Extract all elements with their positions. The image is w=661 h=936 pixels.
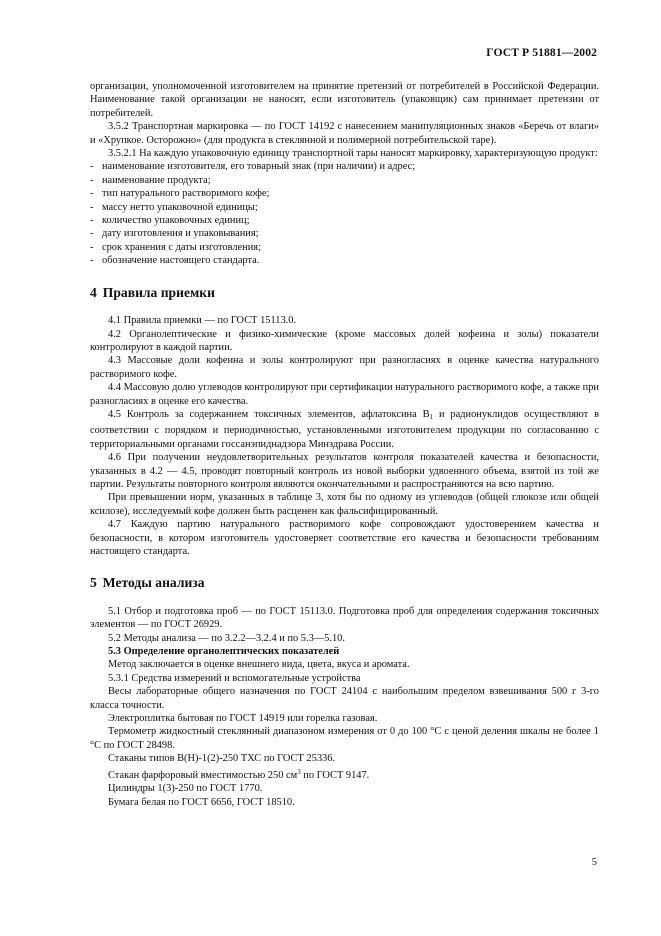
paragraph-thermometer: Термометр жидкостный стеклянный диапазоном измерения от 0 до 100 °С с ценой деления шкалы не более 1 °С по ГОСТ 28498. (90, 726, 599, 751)
section-5-heading (90, 576, 599, 589)
paragraph-paper: Бумага белая по ГОСТ 6656, ГОСТ 18510. (108, 796, 295, 808)
list-dash: - (90, 188, 94, 200)
list-item-text: наименование изготовителя, его товарный знак (при наличии) и адрес; (102, 161, 416, 173)
list-item-text: дату изготовления и упаковывания; (102, 228, 259, 240)
list-item (90, 174, 599, 187)
paragraph-5-2: 5.2 Методы анализа — по 3.2.2—3.2.4 и по 5.3—5.10. (108, 632, 345, 644)
list-item (90, 241, 599, 254)
list-dash: - (90, 215, 94, 227)
paragraph-4-5-end: и радионуклидов осуществляют в соответствии с порядком и периодичностью, установленными изготовителем продукции по согласованию с территориальными органами госсанэпиднадзора Минздрава России. (90, 408, 599, 450)
list-dash: - (90, 161, 94, 173)
list-item-text: количество упаковочных единиц; (102, 215, 250, 227)
list-item (90, 227, 599, 240)
paragraph-4-6: 4.6 При получении неудовлетворительных результатов контроля показателей качества и безопасности, указанных в 4.2 — 4.5, проводят повторный контроль из новой выборки удвоенного объема, взятой из той же партии. Результаты повторного контроля являются окончательными и распространяются на всю партию. (90, 452, 599, 490)
list-item-text: тип натурального растворимого кофе; (102, 188, 270, 200)
cm3-superscript: 3 (297, 767, 301, 776)
paragraph-5-3-text: Метод заключается в оценке внешнего вида, цвета, вкуса и аромата. (108, 659, 410, 671)
list-dash: - (90, 255, 94, 267)
list-dash: - (90, 228, 94, 240)
standard-header: ГОСТ Р 51881—2002 (486, 46, 597, 59)
paragraph-4-2: 4.2 Органолептические и физико-химические (кроме массовых долей кофеина и золы) показатели контролируют в каждой партии. (90, 328, 599, 353)
list-item (90, 160, 599, 173)
marking-list (90, 160, 599, 267)
page-content (90, 80, 599, 809)
paragraph-4-7: 4.7 Каждую партию натурального растворимого кофе сопровождают удостоверением качества и безопасности, в котором изготовитель удостоверяет соответствие его качества и безопасности требованиям настоящего стандарта. (90, 519, 599, 557)
paragraph-glasses: Стаканы типов В(Н)-1(2)-250 ТХС по ГОСТ 25336. (108, 753, 336, 765)
paragraph-4-4: 4.4 Массовую долю углеводов контролируют при сертификации натурального растворимого кофе, а также при разногласиях в оценке его качества. (90, 382, 599, 407)
paragraph-intro: организации, уполномоченной изготовителем на принятие претензий от потребителей в Российской Федерации. Наименование такой организации не наносят, если изготовитель (упаковщик) сам принимает претензии от потребителей. (90, 81, 599, 119)
aflatoxin-subscript: 1 (429, 412, 434, 421)
paragraph-5-3-heading: 5.3 Определение органолептических показателей (108, 646, 340, 658)
list-item (90, 187, 599, 200)
list-item-text: обозначение настоящего стандарта. (102, 255, 260, 267)
list-item-text: срок хранения с даты изготовления; (102, 241, 261, 253)
paragraph-4-1: 4.1 Правила приемки — по ГОСТ 15113.0. (108, 315, 297, 327)
list-item-text: массу нетто упаковочной единицы; (102, 201, 258, 213)
porcelain-start: Стакан фарфоровый вместимостью 250 см (108, 769, 298, 781)
paragraph-4-6-note: При превышении норм, указанных в таблице 3, хотя бы по одному из углеводов (общей глюкозе или общей ксилозе), исследуемый кофе должен быть расценен как фальсифицированный. (90, 492, 599, 517)
porcelain-end: по ГОСТ 9147. (300, 769, 370, 781)
list-item-text: наименование продукта; (102, 174, 211, 186)
paragraph-5-1: 5.1 Отбор и подготовка проб — по ГОСТ 15113.0. Подготовка проб для определения содержания токсичных элементов — по ГОСТ 26929. (90, 605, 599, 631)
section-number: 5 (90, 575, 97, 591)
list-dash: - (90, 201, 94, 213)
list-item (90, 214, 599, 227)
paragraph-porcelain (90, 766, 599, 782)
page-number: 5 (591, 857, 597, 868)
list-item (90, 201, 599, 214)
list-item (90, 254, 599, 267)
paragraph-4-3: 4.3 Массовые доли кофеина и золы контролируют при разногласиях в оценке качества натурального растворимого кофе. (90, 355, 599, 380)
paragraph-5-3-1: 5.3.1 Средства измерений и вспомогательные устройства (108, 672, 361, 684)
paragraph-4-5 (90, 408, 599, 451)
section-title: Методы анализа (102, 575, 205, 591)
list-dash: - (90, 174, 94, 186)
section-title: Правила приемки (102, 284, 215, 300)
paragraph-stove: Электроплитка бытовая по ГОСТ 14919 или горелка газовая. (108, 713, 378, 725)
paragraph-4-5-start: 4.5 Контроль за содержанием токсичных элементов, афлатоксина B (108, 408, 430, 420)
paragraph-3-5-2-1: 3.5.2.1 На каждую упаковочную единицу транспортной тары наносят маркировку, характеризующую продукт: (108, 148, 598, 160)
section-number: 4 (90, 284, 97, 300)
paragraph-cylinders: Цилиндры 1(3)-250 по ГОСТ 1770. (108, 783, 263, 795)
section-4-heading (90, 286, 599, 299)
list-dash: - (90, 241, 94, 253)
paragraph-scales: Весы лабораторные общего назначения по ГОСТ 24104 с наибольшим пределом взвешивания 500 г 3-го класса точности. (90, 686, 599, 711)
paragraph-3-5-2: 3.5.2 Транспортная маркировка — по ГОСТ 14192 с нанесением манипуляционных знаков «Беречь от влаги» и «Хрупкое. Осторожно» (для продукта в стеклянной и полимерной потребительской таре). (90, 121, 599, 146)
